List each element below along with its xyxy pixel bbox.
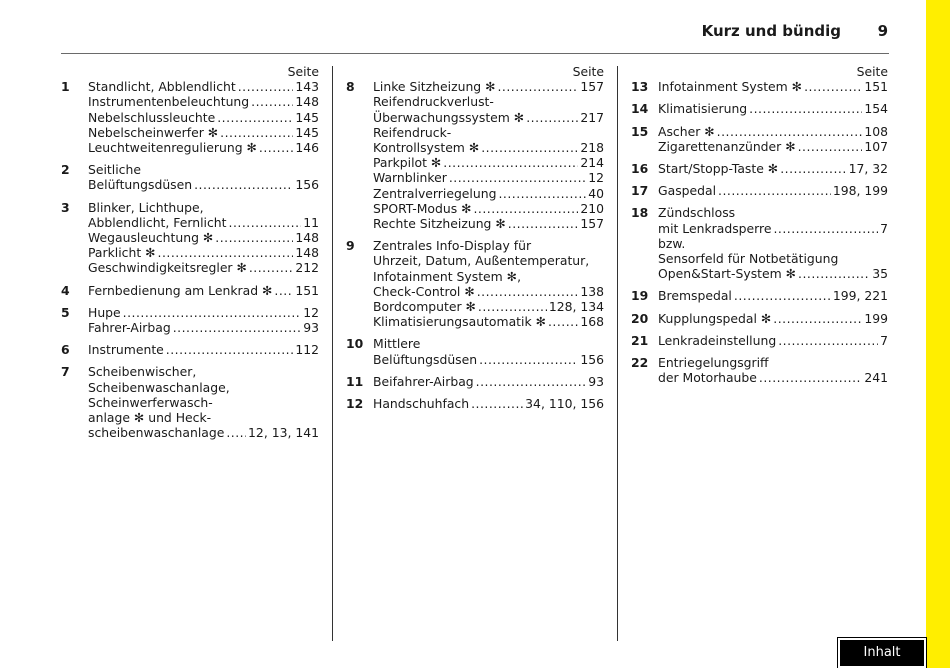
entry-text: Linke Sitzheizung ✻ xyxy=(373,79,496,95)
entry-text: Zentrales Info-Display für xyxy=(373,238,532,254)
entry-line xyxy=(88,230,319,245)
entry-number: 19 xyxy=(631,288,649,304)
dot-leader xyxy=(194,177,293,192)
entry-line xyxy=(88,283,319,298)
entry-text: Seitliche xyxy=(88,162,141,178)
dot-leader xyxy=(478,299,547,314)
entry-text: Hupe xyxy=(88,304,121,320)
entry-line xyxy=(88,425,319,440)
entry-text: Belüftungsdüsen xyxy=(373,351,478,367)
dot-leader xyxy=(479,352,578,367)
dot-leader xyxy=(798,266,870,281)
entry-line xyxy=(373,284,604,299)
entry-line xyxy=(658,333,888,348)
entry-line xyxy=(373,396,604,411)
entry-text: Lenkradeinstellung xyxy=(658,332,777,348)
entry-text: Zündschloss xyxy=(658,205,736,221)
entry-line xyxy=(88,140,319,155)
page-reference[interactable]: 148 xyxy=(295,94,319,110)
dot-leader xyxy=(476,374,587,389)
entry-line xyxy=(88,305,319,320)
page-reference[interactable]: 143 xyxy=(295,79,319,95)
page-reference[interactable]: 217 xyxy=(580,109,604,125)
dot-leader xyxy=(173,320,302,335)
index-entry xyxy=(346,79,604,231)
entry-number: 14 xyxy=(631,101,649,117)
entry-number: 13 xyxy=(631,79,649,95)
entry-line xyxy=(88,395,319,410)
dot-leader xyxy=(226,425,246,440)
index-column-1 xyxy=(61,64,319,447)
entry-number: 17 xyxy=(631,183,649,199)
dot-leader xyxy=(497,79,578,94)
entry-text: Scheibenwischer, xyxy=(88,364,197,380)
entry-line xyxy=(658,370,888,385)
page-reference[interactable]: 17, 32 xyxy=(848,161,888,177)
page-reference[interactable]: 151 xyxy=(864,79,888,95)
page-reference[interactable]: 112 xyxy=(295,342,319,358)
entry-line xyxy=(373,299,604,314)
entry-line xyxy=(658,288,888,303)
dot-leader xyxy=(718,183,831,198)
entry-number: 15 xyxy=(631,123,649,139)
index-entry xyxy=(631,183,888,198)
page-reference[interactable]: 148 xyxy=(295,245,319,261)
index-entry xyxy=(346,238,604,329)
entry-text: Fahrer-Airbag xyxy=(88,320,171,336)
entry-text: Infotainment System ✻, xyxy=(373,268,522,284)
entry-line xyxy=(88,380,319,395)
entry-line xyxy=(373,253,604,268)
dot-leader xyxy=(773,311,862,326)
entry-text: Zentralverriegelung xyxy=(373,185,497,201)
entry-text: Ascher ✻ xyxy=(658,123,715,139)
entry-line xyxy=(373,140,604,155)
dot-leader xyxy=(477,284,579,299)
page-reference[interactable]: 157 xyxy=(580,79,604,95)
page-reference[interactable]: 154 xyxy=(864,101,888,117)
dot-leader xyxy=(759,370,862,385)
entry-line xyxy=(88,364,319,379)
entry-text: Leuchtweitenregulierung ✻ xyxy=(88,140,257,156)
entry-line xyxy=(88,245,319,260)
entry-line xyxy=(373,216,604,231)
entry-text: Kontrollsystem ✻ xyxy=(373,140,480,156)
page-reference[interactable]: 146 xyxy=(295,140,319,156)
entry-text: Scheinwerferwasch- xyxy=(88,394,213,410)
index-entry xyxy=(61,79,319,155)
entry-number: 18 xyxy=(631,205,649,221)
entry-line xyxy=(373,110,604,125)
yellow-edge-strip xyxy=(926,0,950,668)
entry-number: 11 xyxy=(346,373,364,389)
page-reference[interactable]: 210 xyxy=(580,200,604,216)
dot-leader xyxy=(734,288,831,303)
index-entry xyxy=(631,161,888,176)
entry-line xyxy=(658,161,888,176)
index-entry xyxy=(631,79,888,94)
index-entry xyxy=(631,333,888,348)
entry-line xyxy=(373,94,604,109)
entry-line xyxy=(88,125,319,140)
entry-text: Sensorfeld für Notbetätigung xyxy=(658,251,839,267)
column-divider xyxy=(332,66,333,641)
entry-line xyxy=(658,355,888,370)
index-entry xyxy=(631,101,888,116)
index-entry xyxy=(61,200,319,276)
entry-text: Kupplungspedal ✻ xyxy=(658,310,772,326)
entry-line xyxy=(658,236,888,251)
entry-line xyxy=(88,260,319,275)
dot-leader xyxy=(217,110,293,125)
page-reference[interactable]: 108 xyxy=(864,123,888,139)
entry-text: Belüftungsdüsen xyxy=(88,177,193,193)
entry-line xyxy=(88,110,319,125)
entry-number: 12 xyxy=(346,396,364,412)
index-entry xyxy=(61,342,319,357)
page-reference[interactable]: 212 xyxy=(295,260,319,276)
index-column-3 xyxy=(631,64,888,392)
page-reference[interactable]: 148 xyxy=(295,230,319,246)
entry-text: Handschuhfach xyxy=(373,396,470,412)
entry-text: Warnblinker xyxy=(373,170,447,186)
entry-text: Nebelscheinwerfer ✻ xyxy=(88,124,219,140)
index-entry xyxy=(631,355,888,385)
entry-text: scheibenwaschanlage xyxy=(88,425,225,441)
entry-number: 20 xyxy=(631,310,649,326)
entry-number: 8 xyxy=(346,79,355,95)
dot-leader xyxy=(229,215,302,230)
dot-leader xyxy=(123,305,302,320)
entry-list xyxy=(61,79,319,440)
index-entry xyxy=(61,283,319,298)
entry-text: Blinker, Lichthupe, xyxy=(88,199,204,215)
entry-text: Standlicht, Abblendlicht xyxy=(88,79,236,95)
entry-line xyxy=(373,352,604,367)
entry-line xyxy=(88,342,319,357)
entry-number: 10 xyxy=(346,336,364,352)
entry-number: 2 xyxy=(61,162,70,178)
entry-text: Gaspedal xyxy=(658,183,717,199)
entry-line xyxy=(373,155,604,170)
dot-leader xyxy=(473,201,578,216)
page-reference[interactable]: 34, 110, 156 xyxy=(525,396,604,412)
entry-number: 3 xyxy=(61,199,70,215)
entry-text: Zigarettenanzünder ✻ xyxy=(658,138,796,154)
page-reference[interactable]: 7 xyxy=(880,220,888,236)
entry-line xyxy=(88,79,319,94)
dot-leader xyxy=(259,140,293,155)
dot-leader xyxy=(749,101,862,116)
page-reference[interactable]: 107 xyxy=(864,138,888,154)
entry-text: Nebelschlussleuchte xyxy=(88,109,216,125)
entry-text: Rechte Sitzheizung ✻ xyxy=(373,216,506,232)
entry-number: 22 xyxy=(631,355,649,371)
index-entry xyxy=(631,288,888,303)
entry-line xyxy=(658,221,888,236)
page-title: Kurz und bündig xyxy=(701,22,841,40)
entry-line xyxy=(658,101,888,116)
entry-text: Instrumente xyxy=(88,342,164,358)
page-reference[interactable]: 199, 221 xyxy=(832,288,888,304)
entry-line xyxy=(373,186,604,201)
entry-line xyxy=(373,170,604,185)
seite-label: Seite xyxy=(572,64,604,79)
dot-leader xyxy=(780,161,846,176)
page-number: 9 xyxy=(877,22,888,40)
page-reference[interactable]: 7 xyxy=(880,332,888,348)
page-reference[interactable]: 12, 13, 141 xyxy=(248,425,319,441)
entry-text: anlage ✻ und Heck- xyxy=(88,410,212,426)
page-reference[interactable]: 93 xyxy=(303,320,319,336)
page-reference[interactable]: 199 xyxy=(864,310,888,326)
page-reference[interactable]: 156 xyxy=(580,351,604,367)
page-reference[interactable]: 241 xyxy=(864,370,888,386)
index-entry xyxy=(346,374,604,389)
entry-text: Bordcomputer ✻ xyxy=(373,299,476,315)
dot-leader xyxy=(251,94,293,109)
entry-line xyxy=(88,94,319,109)
page-reference[interactable]: 214 xyxy=(580,155,604,171)
entry-line xyxy=(658,251,888,266)
entry-number: 7 xyxy=(61,364,70,380)
entry-text: Scheibenwaschanlage, xyxy=(88,379,230,395)
entry-list xyxy=(346,79,604,411)
dot-leader xyxy=(498,186,586,201)
column-divider xyxy=(617,66,618,641)
entry-line xyxy=(373,269,604,284)
entry-line xyxy=(658,266,888,281)
entry-line xyxy=(373,125,604,140)
dot-leader xyxy=(249,260,293,275)
page-reference[interactable]: 12 xyxy=(303,304,319,320)
dot-leader xyxy=(449,170,586,185)
dot-leader xyxy=(778,333,878,348)
entry-number: 9 xyxy=(346,238,355,254)
entry-line xyxy=(658,205,888,220)
entry-text: Reifendruckverlust- xyxy=(373,94,494,110)
entry-number: 5 xyxy=(61,304,70,320)
entry-text: Check-Control ✻ xyxy=(373,283,475,299)
index-entry xyxy=(346,336,604,366)
header-divider xyxy=(61,53,889,54)
entry-text: bzw. xyxy=(658,235,686,251)
page-reference[interactable]: 40 xyxy=(588,185,604,201)
entry-line xyxy=(658,183,888,198)
index-entry xyxy=(631,205,888,281)
dot-leader xyxy=(804,79,862,94)
entry-text: Start/Stopp-Taste ✻ xyxy=(658,161,779,177)
index-entry xyxy=(631,311,888,326)
entry-text: Überwachungssystem ✻ xyxy=(373,109,525,125)
dot-leader xyxy=(215,230,293,245)
page-reference[interactable]: 138 xyxy=(580,283,604,299)
entry-line xyxy=(658,79,888,94)
index-column-2 xyxy=(346,64,604,418)
entry-text: Open&Start-System ✻ xyxy=(658,266,797,282)
page-reference[interactable]: 198, 199 xyxy=(832,183,888,199)
entry-line xyxy=(88,200,319,215)
entry-line xyxy=(373,336,604,351)
entry-text: Geschwindigkeitsregler ✻ xyxy=(88,260,247,276)
page-reference[interactable]: 93 xyxy=(588,373,604,389)
entry-number: 21 xyxy=(631,332,649,348)
entry-text: Instrumentenbeleuchtung xyxy=(88,94,250,110)
entry-number: 6 xyxy=(61,342,70,358)
dot-leader xyxy=(471,396,523,411)
entry-text: der Motorhaube xyxy=(658,370,757,386)
entry-line xyxy=(658,124,888,139)
page-reference[interactable]: 156 xyxy=(295,177,319,193)
index-entry xyxy=(61,364,319,440)
entry-line xyxy=(88,320,319,335)
dot-leader xyxy=(508,216,579,231)
entry-line xyxy=(658,139,888,154)
dot-leader xyxy=(773,221,878,236)
entry-text: Beifahrer-Airbag xyxy=(373,373,474,389)
entry-number: 16 xyxy=(631,161,649,177)
entry-line xyxy=(88,162,319,177)
entry-text: Abblendlicht, Fernlicht xyxy=(88,214,227,230)
entry-line xyxy=(373,238,604,253)
dot-leader xyxy=(274,283,293,298)
dot-leader xyxy=(158,245,294,260)
entry-line xyxy=(88,410,319,425)
entry-line xyxy=(658,311,888,326)
entry-text: Klimatisierung xyxy=(658,101,748,117)
entry-text: mit Lenkradsperre xyxy=(658,220,772,236)
entry-line xyxy=(373,79,604,94)
entry-text: Bremspedal xyxy=(658,288,732,304)
inhalt-button[interactable]: Inhalt xyxy=(838,638,926,668)
entry-text: Infotainment System ✻ xyxy=(658,79,803,95)
seite-label: Seite xyxy=(856,64,888,79)
page-reference[interactable]: 11 xyxy=(303,214,319,230)
dot-leader xyxy=(443,155,578,170)
entry-text: Reifendruck- xyxy=(373,124,452,140)
dot-leader xyxy=(166,342,294,357)
entry-text: Parklicht ✻ xyxy=(88,245,156,261)
page-reference[interactable]: 218 xyxy=(580,140,604,156)
entry-line xyxy=(88,177,319,192)
dot-leader xyxy=(717,124,863,139)
entry-line xyxy=(373,374,604,389)
entry-list xyxy=(631,79,888,385)
seite-label: Seite xyxy=(287,64,319,79)
page-reference[interactable]: 12 xyxy=(588,170,604,186)
entry-line xyxy=(373,314,604,329)
entry-text: Wegausleuchtung ✻ xyxy=(88,230,214,246)
index-entry xyxy=(346,396,604,411)
entry-number: 4 xyxy=(61,282,70,298)
index-entry xyxy=(61,162,319,192)
entry-text: Uhrzeit, Datum, Außentemperatur, xyxy=(373,253,590,269)
entry-number: 1 xyxy=(61,79,70,95)
entry-line xyxy=(88,215,319,230)
dot-leader xyxy=(481,140,578,155)
entry-line xyxy=(373,201,604,216)
entry-text: Mittlere xyxy=(373,336,421,352)
page-reference[interactable]: 128, 134 xyxy=(548,299,604,315)
page-reference[interactable]: 145 xyxy=(295,109,319,125)
entry-text: Fernbedienung am Lenkrad ✻ xyxy=(88,282,273,298)
page-reference[interactable]: 151 xyxy=(295,282,319,298)
entry-text: Entriegelungsgriff xyxy=(658,355,769,371)
dot-leader xyxy=(798,139,863,154)
index-entry xyxy=(61,305,319,335)
entry-text: Klimatisierungsautomatik ✻ xyxy=(373,314,546,330)
page-reference[interactable]: 168 xyxy=(580,314,604,330)
dot-leader xyxy=(526,110,578,125)
entry-text: Parkpilot ✻ xyxy=(373,155,442,171)
dot-leader xyxy=(220,125,293,140)
page-reference[interactable]: 157 xyxy=(580,216,604,232)
page-reference[interactable]: 145 xyxy=(295,124,319,140)
dot-leader xyxy=(238,79,294,94)
page-reference[interactable]: 35 xyxy=(872,266,888,282)
dot-leader xyxy=(548,314,578,329)
index-entry xyxy=(631,124,888,154)
entry-text: SPORT-Modus ✻ xyxy=(373,200,472,216)
